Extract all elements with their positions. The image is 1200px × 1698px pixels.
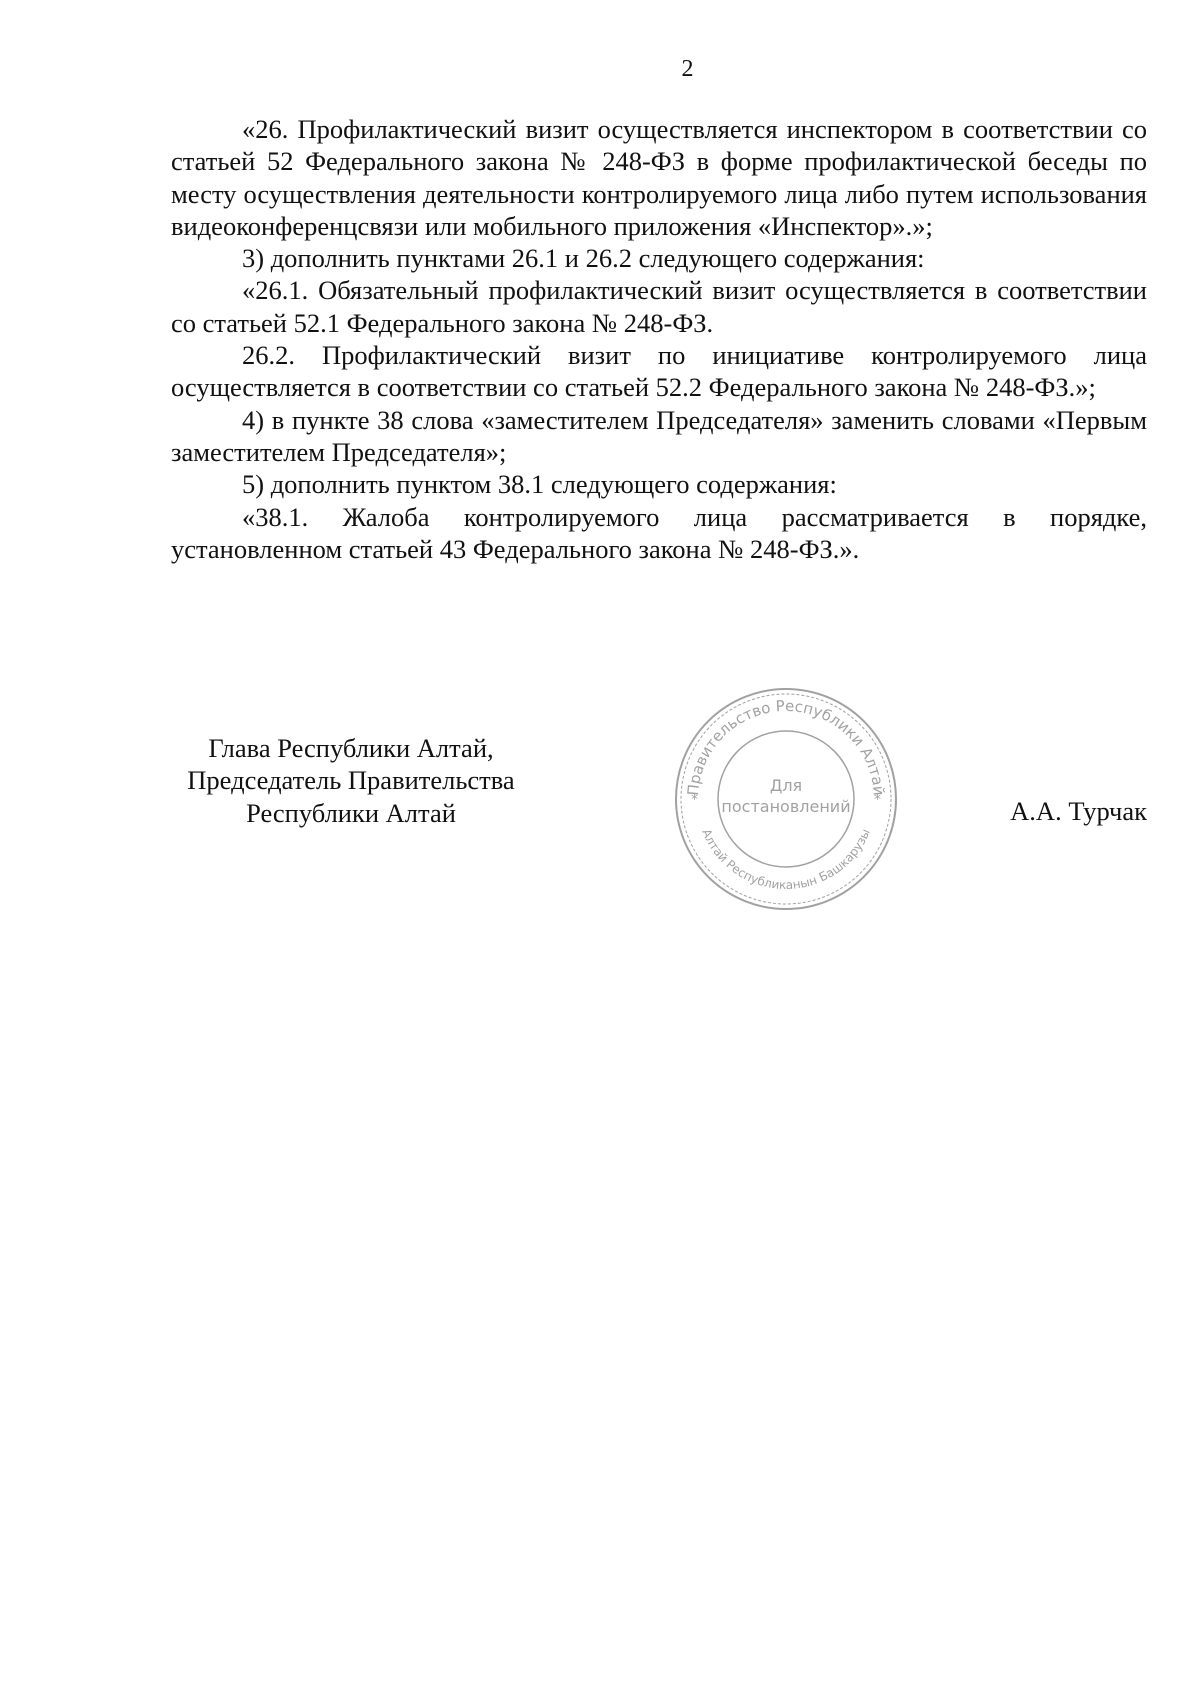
svg-text:Алтай Республиканын Башкарузы <box>699 827 873 892</box>
paragraph-26: «26. Профилактический визит осуществляется инспектором в соответствии со статьей 52 Федерального закона № 248-ФЗ в форме профилактической беседы по месту осуществления деятельности контролируемого лица либо путем использования видеоконференцсвязи или мобильного приложения «Инспектор».»; <box>171 114 1147 241</box>
signatory-title-line: Глава Республики Алтай, <box>208 733 494 763</box>
signature-block <box>171 696 1147 952</box>
paragraph-item-5: 5) дополнить пунктом 38.1 следующего содержания: <box>242 469 837 500</box>
signatory-name: А.А. Турчак <box>1010 796 1147 826</box>
signatory-title <box>171 732 531 829</box>
paragraph-26-1: «26.1. Обязательный профилактический визит осуществляется в соответствии со статьей 52.1 Федерального закона № 248-ФЗ. <box>171 275 1147 338</box>
document-body <box>171 113 1147 565</box>
seal-bottom-text: Алтай Республиканын Башкарузы <box>699 826 873 893</box>
svg-text:*: * <box>874 792 881 808</box>
seal-center-line: Для <box>769 776 803 795</box>
paragraph-item-4: 4) в пункте 38 слова «заместителем Председателя» заменить словами «Первым заместителем Председателя»; <box>171 404 1147 467</box>
svg-text:*: * <box>691 792 698 808</box>
official-seal <box>671 684 901 914</box>
page-number: 2 <box>681 56 694 82</box>
seal-center-line: постановлений <box>721 797 851 816</box>
paragraph-26-2: 26.2. Профилактический визит по инициативе контролируемого лица осуществляется в соответствии со статьей 52.2 Федерального закона № 248-ФЗ.»; <box>171 340 1147 403</box>
paragraph-item-3: 3) дополнить пунктами 26.1 и 26.2 следующего содержания: <box>242 243 925 274</box>
signatory-title-line: Председатель Правительства <box>187 765 515 796</box>
signatory-title-line: Республики Алтай <box>246 797 456 828</box>
seal-outer-text: Правительство Республики Алтай <box>683 696 889 797</box>
seal-icon <box>671 684 901 914</box>
paragraph-38-1: «38.1. Жалоба контролируемого лица рассматривается в порядке, установленном статьей 43 Федерального закона № 248-ФЗ.». <box>171 501 1147 564</box>
